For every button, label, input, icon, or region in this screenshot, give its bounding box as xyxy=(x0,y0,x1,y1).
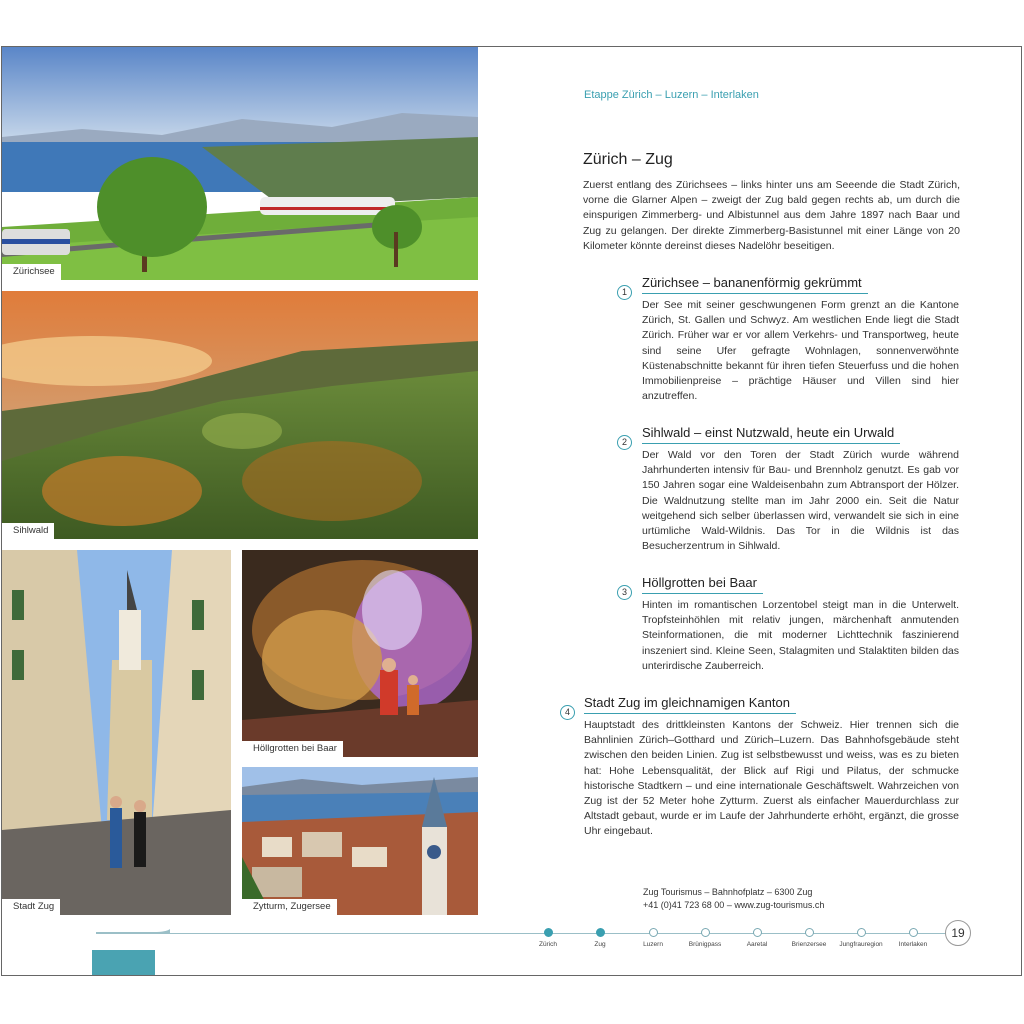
photo-zurichsee xyxy=(2,47,478,280)
section-1-text: Der See mit seiner geschwungenen Form grenzt an die Kantone Zürich, St. Gallen und Schwyz. Am westlichen Ende liegt die Stadt Zürich. Früher war er vor allem Verkehrs- und Transportweg, heute sind seine Ufer gefragte Wohnlagen, sonnenverwöhnte Küstenabschnitte bekannt für ihren tiefen Steuerfuss und die hohen Immobilienpreise – prächtige Häuser und Villen sind hier anzutreffen. xyxy=(642,299,959,403)
section-1 xyxy=(642,274,959,404)
marker-3: 3 xyxy=(617,585,632,600)
route-stop-brienzersee xyxy=(779,928,839,948)
route-stop-aaretal xyxy=(727,928,787,948)
route-stop-label: Aaretal xyxy=(746,941,768,948)
section-3-text: Hinten im romantischen Lorzentobel steigt man in die Unterwelt. Tropfsteinhöhlen mit relativ jungen, märchenhaft anmutenden Steinformationen, die mit moderner Lichttechnik faszinierend inszeniert sind. Kleine Seen, Stalagmiten und Stalaktiten bilden das unterirdische Zauberreich. xyxy=(642,599,959,672)
section-3-title: Höllgrotten bei Baar xyxy=(642,575,763,594)
contact-phone-web: +41 (0)41 723 68 00 – www.zug-tourismus.ch xyxy=(643,900,825,910)
route-stop-luzern xyxy=(623,928,683,948)
route-stop-jungfrauregion xyxy=(831,928,891,948)
route-stop-label: Interlaken xyxy=(898,941,928,948)
section-4 xyxy=(584,694,959,840)
marker-4: 4 xyxy=(560,705,575,720)
photo-stadtzug xyxy=(2,550,231,915)
caption-zurichsee: Zürichsee xyxy=(2,264,61,280)
caption-zytturm: Zytturm, Zugersee xyxy=(242,899,337,915)
brochure-page xyxy=(1,46,1022,976)
caption-hoellgrotten: Höllgrotten bei Baar xyxy=(242,741,343,757)
route-stop-label: Brünigpass xyxy=(688,941,722,948)
photo-zytturm xyxy=(242,767,478,915)
route-stop-zurich xyxy=(518,928,578,948)
route-stop-label: Brienzersee xyxy=(791,941,827,948)
route-stop-bruenigpass xyxy=(675,928,735,948)
contact-info xyxy=(643,886,824,912)
chapter-tab xyxy=(92,950,155,976)
marker-2: 2 xyxy=(617,435,632,450)
section-2-title: Sihlwald – einst Nutzwald, heute ein Urwald xyxy=(642,425,900,444)
page-number: 19 xyxy=(945,920,971,946)
intro-text: Zuerst entlang des Zürichsees – links hinter uns am Seeende die Stadt Zürich, vorne die Glarner Alpen – zweigt der Zug bald gegen rechts ab, um durch die einspurigen Zimmerberg- und Albistunnel aus dem Jahre 1897 nach Baar und Zug zu gelangen. Der direkte Zimmerberg-Basistunnel mit einer Länge von 20 Kilometer könnte dereinst dieses Nadelöhr beseitigen. xyxy=(583,179,960,252)
train-icon xyxy=(94,923,174,937)
route-stop-label: Luzern xyxy=(643,941,663,948)
route-stop-label: Zug xyxy=(594,941,606,948)
route-stop-label: Zürich xyxy=(538,941,558,948)
section-4-text: Hauptstadt des drittkleinsten Kantons der Schweiz. Hier trennen sich die Bahnlinien Zürich–Gotthard und Zürich–Luzern. Das Bahnhofsgebäude steht zwischen den beiden Linien. Zug ist selbstbewusst und weiss, was es zu bieten hat: Hohe Lebensqualität, der Blick auf Rigi und Pilatus, der schmucke historische Stadtkern – und eine internationale Geschäftswelt. Wahrzeichen von Zug ist der 52 Meter hohe Zytturm. Zuerst als einfacher Mauerdurchlass zur Altstadt gebaut, wurde er im Laufe der Jahrhunderte erhöht, ergänzt, die grosse Uhr eingebaut. xyxy=(584,719,959,838)
marker-1: 1 xyxy=(617,285,632,300)
section-3 xyxy=(642,574,959,674)
page-title: Zürich – Zug xyxy=(583,151,673,168)
photo-hoellgrotten xyxy=(242,550,478,757)
route-stop-interlaken xyxy=(883,928,943,948)
caption-stadtzug: Stadt Zug xyxy=(2,899,60,915)
section-2-text: Der Wald vor den Toren der Stadt Zürich wurde während Jahrhunderten intensiv für Bau- und Brennholz genutzt. Es gab vor 150 Jahren sogar eine Waldeisenbahn zum Abtransport der Hölzer. Die Waldnutzung stellte man im Jahr 2000 ein. Seit die Natur weitgehend sich selber überlassen wird, verwandelt sie sich in eine urtümliche Wald-Wildnis. Das Tor in die Wildnis ist das Besucherzentrum in Sihlwald. xyxy=(642,449,959,553)
route-stop-label: Jungfrauregion xyxy=(839,941,883,948)
contact-address: Zug Tourismus – Bahnhofplatz – 6300 Zug xyxy=(643,887,813,897)
section-1-title: Zürichsee – bananenförmig gekrümmt xyxy=(642,275,868,294)
section-4-title: Stadt Zug im gleichnamigen Kanton xyxy=(584,695,796,714)
section-2 xyxy=(642,424,959,554)
stage-label: Etappe Zürich – Luzern – Interlaken xyxy=(584,89,759,101)
route-stop-zug xyxy=(570,928,630,948)
caption-sihlwald: Sihlwald xyxy=(2,523,54,539)
photo-sihlwald xyxy=(2,291,478,539)
